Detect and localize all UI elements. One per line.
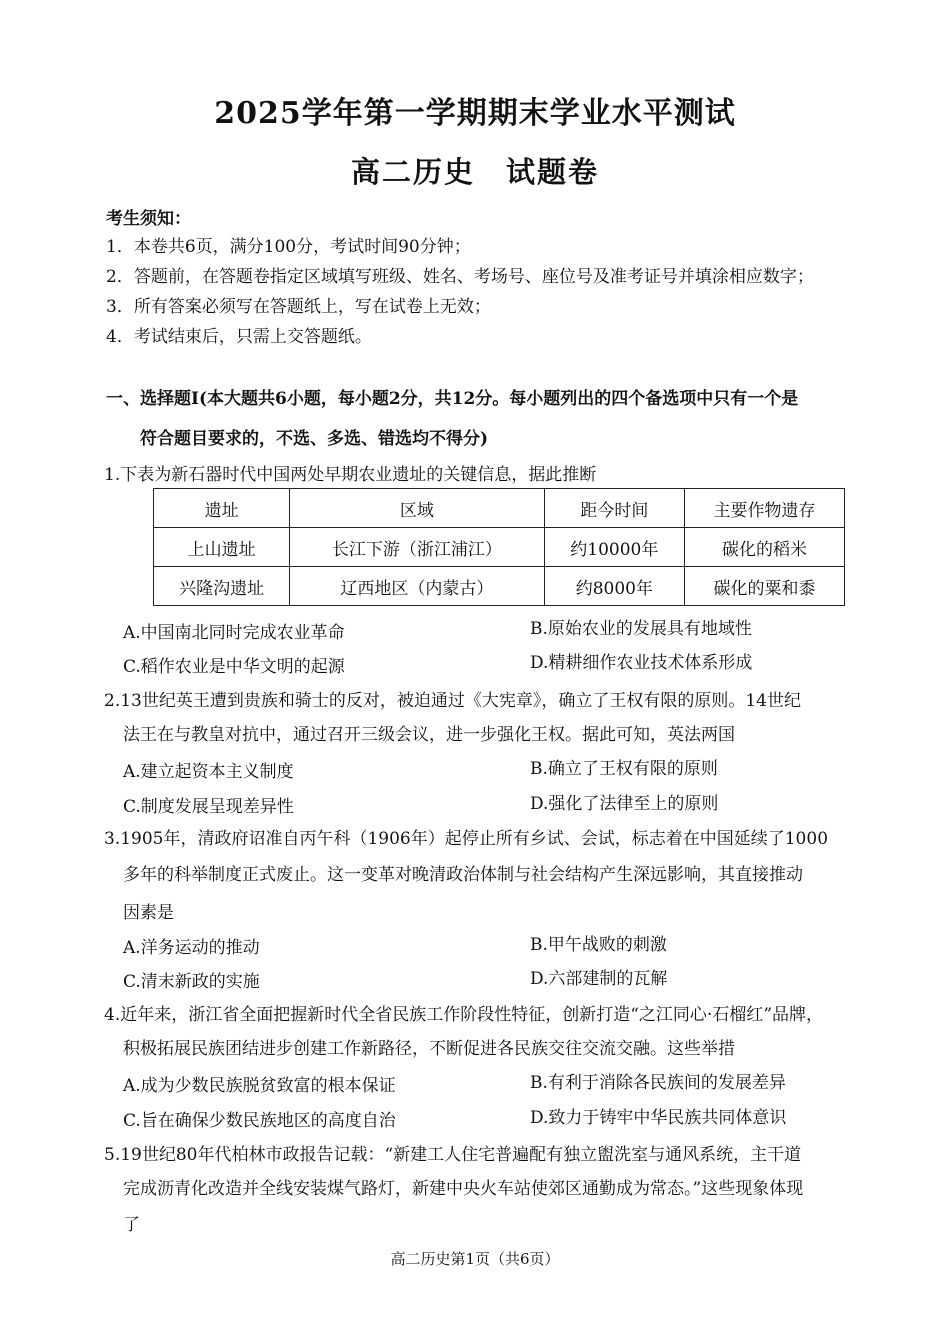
question-2-stem-cont: 法王在与教皇对抗中，通过召开三级会议，进一步强化王权。据此可知，英法两国 xyxy=(123,725,735,745)
question-3-stem: 3.1905年，清政府诏准自丙午科（1906年）起停止所有乡试、会试，标志着在中国延续了1000 xyxy=(104,829,829,849)
question-3-stem-cont: 多年的科举制度正式废止。这一变革对晚清政治体制与社会结构产生深远影响，其直接推动 xyxy=(123,865,803,885)
table-cell: 上山遗址 xyxy=(154,528,290,567)
q1-option-c: C.稻作农业是中华文明的起源 xyxy=(123,657,345,677)
exam-subtitle: 高二历史 试题卷 xyxy=(350,155,599,189)
q4-option-a: A.成为少数民族脱贫致富的根本保证 xyxy=(123,1076,396,1096)
notice-item: 2．答题前，在答题卷指定区域填写班级、姓名、考场号、座位号及准考证号并填涂相应数字； xyxy=(106,267,814,287)
notice-item: 1．本卷共6页，满分100分，考试时间90分钟； xyxy=(106,237,471,257)
q1-sites-table xyxy=(153,488,845,606)
q3-option-d: D.六部建制的瓦解 xyxy=(530,969,668,989)
section-heading-cont: 符合题目要求的，不选、多选、错选均不得分) xyxy=(140,429,489,449)
q3-option-c: C.清末新政的实施 xyxy=(123,972,260,992)
table-cell: 辽西地区（内蒙古） xyxy=(290,567,544,606)
question-3-stem-cont: 因素是 xyxy=(123,903,174,923)
question-4-stem: 4.近年来，浙江省全面把握新时代全省民族工作阶段性特征，创新打造“之江同心·石榴红”品牌， xyxy=(104,1005,824,1025)
q2-option-b: B.确立了王权有限的原则 xyxy=(530,759,718,779)
q3-option-a: A.洋务运动的推动 xyxy=(123,938,260,958)
q1-option-b: B.原始农业的发展具有地域性 xyxy=(530,619,752,639)
table-cell: 兴隆沟遗址 xyxy=(154,567,290,606)
question-5-stem-cont: 完成沥青化改造并全线安装煤气路灯，新建中央火车站使郊区通勤成为常态。”这些现象体现 xyxy=(123,1179,804,1199)
question-4-stem-cont: 积极拓展民族团结进步创建工作新路径，不断促进各民族交往交流交融。这些举措 xyxy=(123,1039,735,1059)
q1-option-a: A.中国南北同时完成农业革命 xyxy=(123,623,345,643)
table-row xyxy=(154,528,845,567)
table-cell: 长江下游（浙江浦江） xyxy=(290,528,544,567)
question-2-stem: 2.13世纪英王遭到贵族和骑士的反对，被迫通过《大宪章》，确立了王权有限的原则。14世纪 xyxy=(104,691,801,711)
question-5-stem-cont: 了 xyxy=(123,1215,140,1235)
table-header-row xyxy=(154,489,845,528)
q4-option-b: B.有利于消除各民族间的发展差异 xyxy=(530,1073,786,1093)
table-header-cell: 遗址 xyxy=(154,489,290,528)
table-row xyxy=(154,567,845,606)
notice-item: 4．考试结束后，只需上交答题纸。 xyxy=(106,327,372,347)
table-cell: 约8000年 xyxy=(544,567,685,606)
table-header-cell: 区域 xyxy=(290,489,544,528)
question-1-stem: 1.下表为新石器时代中国两处早期农业遗址的关键信息，据此推断 xyxy=(104,465,597,485)
table-header-cell: 距今时间 xyxy=(544,489,685,528)
q2-option-c: C.制度发展呈现差异性 xyxy=(123,797,294,817)
q2-option-d: D.强化了法律至上的原则 xyxy=(530,794,719,814)
notice-heading: 考生须知： xyxy=(106,209,191,229)
table-header-cell: 主要作物遗存 xyxy=(685,489,845,528)
section-heading: 一、选择题Ⅰ(本大题共6小题，每小题2分，共12分。每小题列出的四个备选项中只有一个是 xyxy=(106,389,799,409)
q3-option-b: B.甲午战败的刺激 xyxy=(530,935,667,955)
table-cell: 碳化的粟和黍 xyxy=(685,567,845,606)
table-cell: 约10000年 xyxy=(544,528,685,567)
table-cell: 碳化的稻米 xyxy=(685,528,845,567)
q2-option-a: A.建立起资本主义制度 xyxy=(123,762,294,782)
q1-option-d: D.精耕细作农业技术体系形成 xyxy=(530,653,753,673)
exam-title: 2025学年第一学期期末学业水平测试 xyxy=(214,96,736,131)
q4-option-c: C.旨在确保少数民族地区的高度自治 xyxy=(123,1111,396,1131)
notice-item: 3．所有答案必须写在答题纸上，写在试卷上无效； xyxy=(106,297,491,317)
q4-option-d: D.致力于铸牢中华民族共同体意识 xyxy=(530,1108,787,1128)
page-footer: 高二历史第1页（共6页） xyxy=(390,1250,560,1268)
question-5-stem: 5.19世纪80年代柏林市政报告记载：“新建工人住宅普遍配有独立盥洗室与通风系统，主干道 xyxy=(104,1145,802,1165)
